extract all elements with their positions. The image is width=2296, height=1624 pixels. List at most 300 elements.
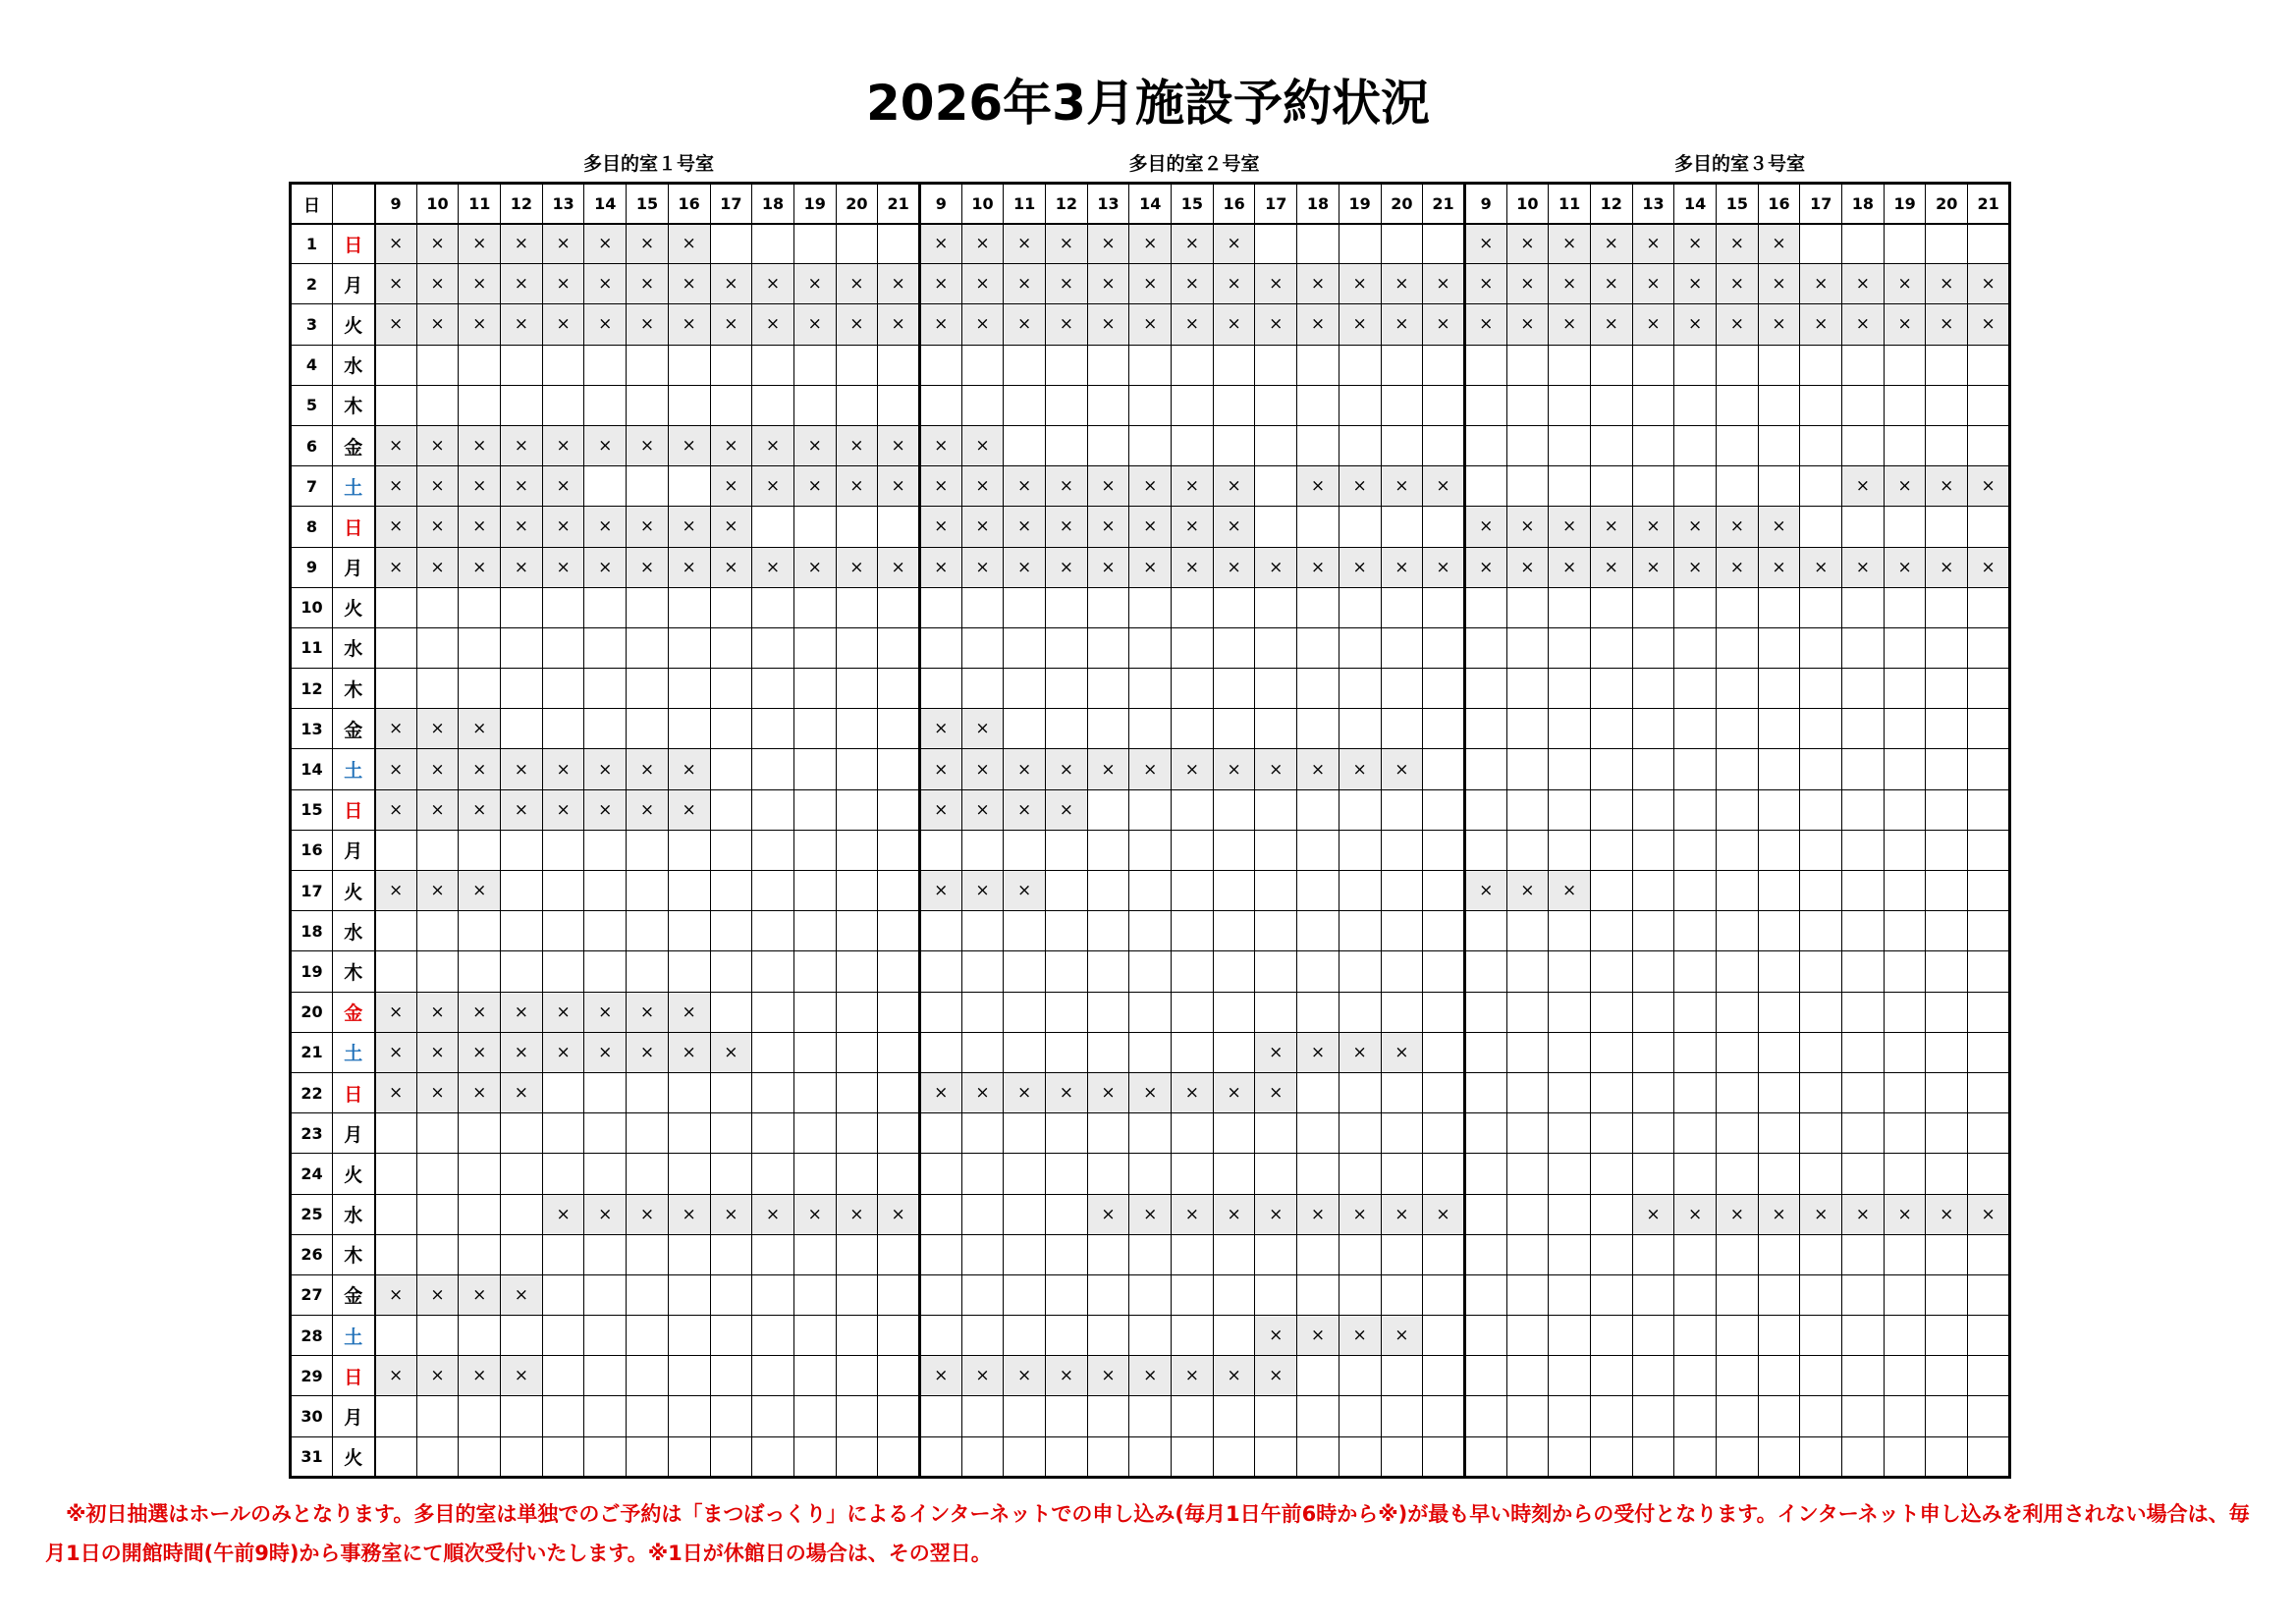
open-slot bbox=[1674, 669, 1717, 709]
booked-slot: × bbox=[1800, 304, 1842, 345]
open-slot bbox=[1213, 385, 1255, 425]
open-slot bbox=[1758, 1032, 1800, 1072]
open-slot bbox=[416, 1234, 459, 1274]
open-slot bbox=[793, 789, 836, 830]
booked-slot: × bbox=[961, 547, 1004, 587]
open-slot bbox=[1423, 1072, 1465, 1112]
open-slot bbox=[1255, 830, 1297, 870]
booked-slot: × bbox=[1213, 749, 1255, 789]
open-slot bbox=[627, 1234, 669, 1274]
open-slot bbox=[416, 587, 459, 627]
hour-header-room2-19: 19 bbox=[1339, 184, 1381, 224]
booked-slot: × bbox=[1549, 224, 1591, 264]
open-slot bbox=[1926, 830, 1968, 870]
open-slot bbox=[668, 830, 710, 870]
open-slot bbox=[1129, 871, 1172, 911]
open-slot bbox=[1464, 911, 1506, 951]
open-slot bbox=[375, 587, 417, 627]
booked-slot: × bbox=[416, 992, 459, 1032]
open-slot bbox=[793, 1274, 836, 1315]
booked-slot: × bbox=[1632, 1194, 1674, 1234]
booked-slot: × bbox=[961, 709, 1004, 749]
table-row bbox=[291, 951, 2010, 992]
open-slot bbox=[878, 789, 920, 830]
open-slot bbox=[1339, 1274, 1381, 1315]
open-slot bbox=[1004, 1032, 1046, 1072]
booked-slot: × bbox=[627, 264, 669, 304]
open-slot bbox=[1590, 992, 1632, 1032]
booked-slot: × bbox=[1129, 507, 1172, 547]
open-slot bbox=[1381, 1113, 1423, 1154]
open-slot bbox=[1423, 871, 1465, 911]
open-slot bbox=[542, 871, 584, 911]
open-slot bbox=[584, 1316, 627, 1356]
booked-slot: × bbox=[961, 224, 1004, 264]
open-slot bbox=[752, 789, 794, 830]
weekday: 火 bbox=[333, 304, 375, 345]
open-slot bbox=[836, 871, 878, 911]
open-slot bbox=[1884, 1032, 1926, 1072]
open-slot bbox=[1968, 1113, 2010, 1154]
open-slot bbox=[1046, 627, 1088, 668]
open-slot bbox=[1590, 1072, 1632, 1112]
booked-slot: × bbox=[1506, 224, 1549, 264]
open-slot bbox=[878, 669, 920, 709]
open-slot bbox=[1087, 830, 1129, 870]
booked-slot: × bbox=[1297, 264, 1339, 304]
open-slot bbox=[793, 1072, 836, 1112]
open-slot bbox=[1255, 1436, 1297, 1477]
open-slot bbox=[1926, 425, 1968, 465]
table-row bbox=[291, 1396, 2010, 1436]
open-slot bbox=[1884, 507, 1926, 547]
open-slot bbox=[1590, 1396, 1632, 1436]
open-slot bbox=[1464, 627, 1506, 668]
booked-slot: × bbox=[1423, 1194, 1465, 1234]
open-slot bbox=[1423, 830, 1465, 870]
open-slot bbox=[1758, 1274, 1800, 1315]
booked-slot: × bbox=[501, 547, 543, 587]
open-slot bbox=[1255, 1274, 1297, 1315]
open-slot bbox=[1842, 1032, 1885, 1072]
open-slot bbox=[1213, 627, 1255, 668]
open-slot bbox=[1800, 627, 1842, 668]
open-slot bbox=[627, 1396, 669, 1436]
open-slot bbox=[961, 1274, 1004, 1315]
open-slot bbox=[878, 385, 920, 425]
day-number: 7 bbox=[291, 466, 333, 507]
booked-slot: × bbox=[1674, 1194, 1717, 1234]
booked-slot: × bbox=[1255, 547, 1297, 587]
table-row bbox=[291, 345, 2010, 385]
open-slot bbox=[1884, 1274, 1926, 1315]
booked-slot: × bbox=[1129, 224, 1172, 264]
open-slot bbox=[1423, 1113, 1465, 1154]
table-row bbox=[291, 385, 2010, 425]
open-slot bbox=[1506, 385, 1549, 425]
table-row bbox=[291, 224, 2010, 264]
booked-slot: × bbox=[375, 992, 417, 1032]
booked-slot: × bbox=[1087, 304, 1129, 345]
hour-header-room2-9: 9 bbox=[919, 184, 961, 224]
weekday: 月 bbox=[333, 264, 375, 304]
open-slot bbox=[1674, 627, 1717, 668]
open-slot bbox=[1046, 345, 1088, 385]
open-slot bbox=[1129, 345, 1172, 385]
open-slot bbox=[1968, 1316, 2010, 1356]
open-slot bbox=[584, 669, 627, 709]
booked-slot: × bbox=[1717, 547, 1759, 587]
open-slot bbox=[375, 830, 417, 870]
table-row bbox=[291, 871, 2010, 911]
open-slot bbox=[1926, 911, 1968, 951]
open-slot bbox=[1464, 1274, 1506, 1315]
open-slot bbox=[1842, 871, 1885, 911]
booked-slot: × bbox=[1464, 264, 1506, 304]
open-slot bbox=[1255, 587, 1297, 627]
open-slot bbox=[1297, 507, 1339, 547]
open-slot bbox=[542, 1234, 584, 1274]
open-slot bbox=[1255, 1396, 1297, 1436]
booked-slot: × bbox=[1172, 466, 1214, 507]
open-slot bbox=[1674, 1154, 1717, 1194]
open-slot bbox=[1968, 1356, 2010, 1396]
open-slot bbox=[627, 1316, 669, 1356]
open-slot bbox=[1423, 1234, 1465, 1274]
open-slot bbox=[793, 1032, 836, 1072]
open-slot bbox=[668, 1113, 710, 1154]
open-slot bbox=[1087, 871, 1129, 911]
open-slot bbox=[1464, 1356, 1506, 1396]
open-slot bbox=[627, 911, 669, 951]
booked-slot: × bbox=[752, 304, 794, 345]
booked-slot: × bbox=[542, 1032, 584, 1072]
open-slot bbox=[752, 345, 794, 385]
open-slot bbox=[668, 1234, 710, 1274]
open-slot bbox=[793, 749, 836, 789]
open-slot bbox=[416, 1194, 459, 1234]
day-number: 16 bbox=[291, 830, 333, 870]
hour-header-room1-16: 16 bbox=[668, 184, 710, 224]
booked-slot: × bbox=[459, 1274, 501, 1315]
open-slot bbox=[961, 1316, 1004, 1356]
open-slot bbox=[1297, 709, 1339, 749]
table-row bbox=[291, 1436, 2010, 1477]
open-slot bbox=[375, 1234, 417, 1274]
open-slot bbox=[1800, 830, 1842, 870]
open-slot bbox=[1758, 709, 1800, 749]
open-slot bbox=[668, 345, 710, 385]
open-slot bbox=[1297, 1274, 1339, 1315]
booked-slot: × bbox=[1968, 1194, 2010, 1234]
booked-slot: × bbox=[542, 992, 584, 1032]
open-slot bbox=[627, 627, 669, 668]
open-slot bbox=[1968, 749, 2010, 789]
booked-slot: × bbox=[375, 264, 417, 304]
weekday: 火 bbox=[333, 1436, 375, 1477]
open-slot bbox=[668, 871, 710, 911]
open-slot bbox=[1506, 1032, 1549, 1072]
open-slot bbox=[752, 1154, 794, 1194]
open-slot bbox=[1464, 830, 1506, 870]
open-slot bbox=[793, 507, 836, 547]
booked-slot: × bbox=[710, 547, 752, 587]
open-slot bbox=[1004, 1113, 1046, 1154]
open-slot bbox=[878, 1113, 920, 1154]
booked-slot: × bbox=[1800, 1194, 1842, 1234]
open-slot bbox=[1674, 709, 1717, 749]
open-slot bbox=[1549, 1436, 1591, 1477]
open-slot bbox=[1464, 992, 1506, 1032]
open-slot bbox=[919, 1436, 961, 1477]
booked-slot: × bbox=[961, 1072, 1004, 1112]
booked-slot: × bbox=[416, 1072, 459, 1112]
weekday: 金 bbox=[333, 425, 375, 465]
booked-slot: × bbox=[501, 992, 543, 1032]
booked-slot: × bbox=[1464, 547, 1506, 587]
open-slot bbox=[1381, 1356, 1423, 1396]
open-slot bbox=[1213, 1032, 1255, 1072]
booked-slot: × bbox=[1842, 466, 1885, 507]
open-slot bbox=[1339, 385, 1381, 425]
open-slot bbox=[710, 871, 752, 911]
open-slot bbox=[1255, 627, 1297, 668]
open-slot bbox=[793, 669, 836, 709]
open-slot bbox=[1339, 507, 1381, 547]
table-row bbox=[291, 1316, 2010, 1356]
hour-header-room2-14: 14 bbox=[1129, 184, 1172, 224]
booked-slot: × bbox=[1213, 466, 1255, 507]
open-slot bbox=[668, 1274, 710, 1315]
booked-slot: × bbox=[668, 1194, 710, 1234]
open-slot bbox=[1549, 830, 1591, 870]
booked-slot: × bbox=[1297, 466, 1339, 507]
open-slot bbox=[1884, 911, 1926, 951]
day-number: 19 bbox=[291, 951, 333, 992]
open-slot bbox=[1674, 1113, 1717, 1154]
open-slot bbox=[878, 224, 920, 264]
booked-slot: × bbox=[1297, 547, 1339, 587]
booked-slot: × bbox=[1046, 466, 1088, 507]
open-slot bbox=[1297, 911, 1339, 951]
open-slot bbox=[1004, 992, 1046, 1032]
day-number: 26 bbox=[291, 1234, 333, 1274]
open-slot bbox=[752, 669, 794, 709]
booked-slot: × bbox=[416, 304, 459, 345]
booked-slot: × bbox=[961, 466, 1004, 507]
open-slot bbox=[1717, 1436, 1759, 1477]
open-slot bbox=[1632, 627, 1674, 668]
booked-slot: × bbox=[1884, 1194, 1926, 1234]
open-slot bbox=[1297, 587, 1339, 627]
weekday: 火 bbox=[333, 587, 375, 627]
open-slot bbox=[584, 466, 627, 507]
reservation-table bbox=[289, 182, 2011, 1479]
open-slot bbox=[1172, 789, 1214, 830]
table-row bbox=[291, 789, 2010, 830]
open-slot bbox=[1674, 1356, 1717, 1396]
booked-slot: × bbox=[1717, 304, 1759, 345]
booked-slot: × bbox=[1339, 749, 1381, 789]
open-slot bbox=[1213, 789, 1255, 830]
open-slot bbox=[1506, 789, 1549, 830]
open-slot bbox=[1423, 1396, 1465, 1436]
hour-header-room2-18: 18 bbox=[1297, 184, 1339, 224]
booked-slot: × bbox=[1423, 466, 1465, 507]
open-slot bbox=[961, 992, 1004, 1032]
hour-header-room1-12: 12 bbox=[501, 184, 543, 224]
open-slot bbox=[1339, 871, 1381, 911]
open-slot bbox=[836, 587, 878, 627]
open-slot bbox=[375, 911, 417, 951]
open-slot bbox=[416, 951, 459, 992]
booked-slot: × bbox=[668, 1032, 710, 1072]
open-slot bbox=[1213, 587, 1255, 627]
open-slot bbox=[1046, 669, 1088, 709]
open-slot bbox=[1464, 1194, 1506, 1234]
open-slot bbox=[710, 1316, 752, 1356]
hour-header-room3-9: 9 bbox=[1464, 184, 1506, 224]
open-slot bbox=[584, 709, 627, 749]
open-slot bbox=[1423, 587, 1465, 627]
day-number: 28 bbox=[291, 1316, 333, 1356]
open-slot bbox=[542, 627, 584, 668]
booked-slot: × bbox=[919, 507, 961, 547]
booked-slot: × bbox=[1213, 1194, 1255, 1234]
day-number: 31 bbox=[291, 1436, 333, 1477]
booked-slot: × bbox=[961, 264, 1004, 304]
weekday: 土 bbox=[333, 749, 375, 789]
booked-slot: × bbox=[459, 992, 501, 1032]
booked-slot: × bbox=[793, 304, 836, 345]
booked-slot: × bbox=[1087, 507, 1129, 547]
open-slot bbox=[710, 1396, 752, 1436]
open-slot bbox=[1087, 345, 1129, 385]
open-slot bbox=[1087, 627, 1129, 668]
open-slot bbox=[1674, 345, 1717, 385]
open-slot bbox=[1297, 1154, 1339, 1194]
open-slot bbox=[1590, 951, 1632, 992]
open-slot bbox=[793, 830, 836, 870]
open-slot bbox=[1255, 669, 1297, 709]
weekday: 月 bbox=[333, 547, 375, 587]
open-slot bbox=[1255, 224, 1297, 264]
weekday: 日 bbox=[333, 224, 375, 264]
open-slot bbox=[1549, 992, 1591, 1032]
open-slot bbox=[1004, 1194, 1046, 1234]
booked-slot: × bbox=[1046, 1072, 1088, 1112]
open-slot bbox=[1884, 871, 1926, 911]
booked-slot: × bbox=[1129, 466, 1172, 507]
booked-slot: × bbox=[961, 425, 1004, 465]
open-slot bbox=[1758, 1436, 1800, 1477]
open-slot bbox=[1297, 1396, 1339, 1436]
booked-slot: × bbox=[1297, 1316, 1339, 1356]
open-slot bbox=[1884, 627, 1926, 668]
table-row bbox=[291, 669, 2010, 709]
open-slot bbox=[1339, 345, 1381, 385]
booked-slot: × bbox=[752, 547, 794, 587]
day-number: 25 bbox=[291, 1194, 333, 1234]
open-slot bbox=[1842, 992, 1885, 1032]
open-slot bbox=[1129, 587, 1172, 627]
open-slot bbox=[1800, 1274, 1842, 1315]
open-slot bbox=[710, 1356, 752, 1396]
open-slot bbox=[752, 1274, 794, 1315]
booked-slot: × bbox=[375, 709, 417, 749]
hour-header-room1-14: 14 bbox=[584, 184, 627, 224]
open-slot bbox=[1884, 749, 1926, 789]
open-slot bbox=[584, 1274, 627, 1315]
open-slot bbox=[878, 951, 920, 992]
open-slot bbox=[1004, 1274, 1046, 1315]
booked-slot: × bbox=[1172, 1356, 1214, 1396]
open-slot bbox=[752, 507, 794, 547]
open-slot bbox=[1674, 466, 1717, 507]
weekday: 木 bbox=[333, 385, 375, 425]
booked-slot: × bbox=[1549, 264, 1591, 304]
open-slot bbox=[1926, 1154, 1968, 1194]
open-slot bbox=[1046, 1234, 1088, 1274]
hour-header-room2-15: 15 bbox=[1172, 184, 1214, 224]
open-slot bbox=[1297, 669, 1339, 709]
open-slot bbox=[793, 1113, 836, 1154]
open-slot bbox=[1632, 911, 1674, 951]
open-slot bbox=[1884, 1396, 1926, 1436]
open-slot bbox=[1926, 789, 1968, 830]
hour-header-room2-10: 10 bbox=[961, 184, 1004, 224]
table-row bbox=[291, 1032, 2010, 1072]
open-slot bbox=[1381, 871, 1423, 911]
day-number: 12 bbox=[291, 669, 333, 709]
open-slot bbox=[584, 1072, 627, 1112]
booked-slot: × bbox=[710, 1194, 752, 1234]
open-slot bbox=[1172, 587, 1214, 627]
open-slot bbox=[1506, 1274, 1549, 1315]
day-number: 15 bbox=[291, 789, 333, 830]
open-slot bbox=[1800, 1072, 1842, 1112]
open-slot bbox=[1674, 1396, 1717, 1436]
open-slot bbox=[375, 385, 417, 425]
open-slot bbox=[1968, 911, 2010, 951]
open-slot bbox=[1087, 911, 1129, 951]
booked-slot: × bbox=[459, 709, 501, 749]
open-slot bbox=[1926, 507, 1968, 547]
open-slot bbox=[1213, 345, 1255, 385]
open-slot bbox=[1758, 830, 1800, 870]
booked-slot: × bbox=[416, 789, 459, 830]
open-slot bbox=[584, 345, 627, 385]
open-slot bbox=[1046, 1396, 1088, 1436]
booked-slot: × bbox=[710, 264, 752, 304]
hour-header-room2-21: 21 bbox=[1423, 184, 1465, 224]
booked-slot: × bbox=[459, 749, 501, 789]
open-slot bbox=[710, 951, 752, 992]
open-slot bbox=[1423, 789, 1465, 830]
open-slot bbox=[961, 385, 1004, 425]
open-slot bbox=[501, 951, 543, 992]
open-slot bbox=[878, 830, 920, 870]
open-slot bbox=[1926, 1396, 1968, 1436]
open-slot bbox=[793, 911, 836, 951]
booked-slot: × bbox=[1339, 304, 1381, 345]
open-slot bbox=[584, 1113, 627, 1154]
booked-slot: × bbox=[584, 749, 627, 789]
open-slot bbox=[1842, 385, 1885, 425]
booked-slot: × bbox=[1046, 507, 1088, 547]
open-slot bbox=[627, 709, 669, 749]
booked-slot: × bbox=[1255, 1072, 1297, 1112]
